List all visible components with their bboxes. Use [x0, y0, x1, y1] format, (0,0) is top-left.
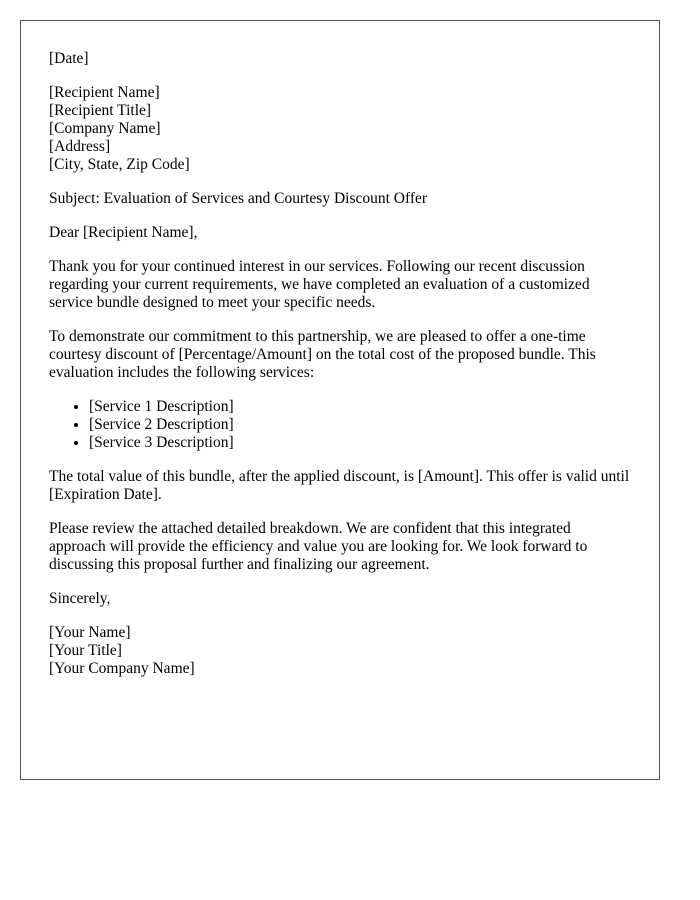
sender-company: [Your Company Name] [49, 660, 195, 677]
letter-date: [Date] [49, 50, 89, 67]
list-item: • [Service 1 Description] [89, 398, 631, 416]
recipient-title: [Recipient Title] [49, 102, 152, 119]
recipient-city-state-zip: [City, State, Zip Code] [49, 156, 190, 173]
recipient-address: [Address] [49, 138, 111, 155]
recipient-name: [Recipient Name] [49, 84, 160, 101]
sender-title: [Your Title] [49, 642, 122, 659]
body-paragraph-total: The total value of this bundle, after the applied discount, is [Amount]. This offer is valid until [Expiration Date]. [49, 468, 630, 503]
date-line [49, 50, 631, 68]
list-item: • [Service 3 Description] [89, 434, 631, 452]
body-paragraph-intro: Thank you for your continued interest in our services. Following our recent discussion regarding your current requirements, we have completed an evaluation of a customized service bundle designed to meet your specific needs. [49, 258, 590, 311]
sender-name: [Your Name] [49, 624, 131, 641]
body-paragraph-review: Please review the attached detailed breakdown. We are confident that this integrated approach will provide the efficiency and value you are looking for. We look forward to discussing this proposal further and finalizing our agreement. [49, 520, 588, 573]
list-item: • [Service 2 Description] [89, 416, 631, 434]
subject-line: Subject: Evaluation of Services and Courtesy Discount Offer [49, 190, 428, 207]
recipient-address-block [49, 84, 631, 174]
recipient-company: [Company Name] [49, 120, 161, 137]
letter-page [20, 20, 660, 780]
services-list [49, 398, 631, 452]
salutation: Dear [Recipient Name], [49, 224, 198, 241]
signature-block [49, 624, 631, 678]
body-paragraph-discount: To demonstrate our commitment to this partnership, we are pleased to offer a one-time courtesy discount of [Percentage/Amount] on the total cost of the proposed bundle. This evaluation includes the following services: [49, 328, 596, 381]
closing: Sincerely, [49, 590, 111, 607]
